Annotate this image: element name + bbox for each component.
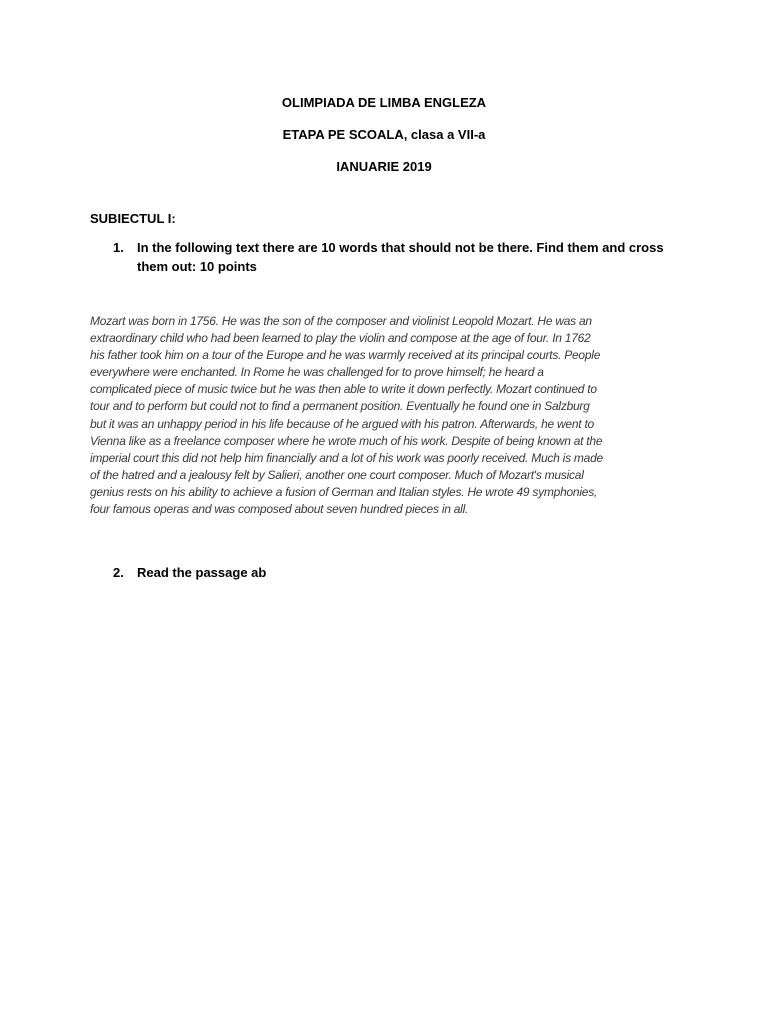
passage-line: Vienna like as a freelance composer where he wrote much of his work. Despite of being known at the	[90, 433, 603, 448]
passage-line: Mozart was born in 1756. He was the son of the composer and violinist Leopold Mozart. He was an	[90, 314, 592, 328]
question-1-text: In the following text there are 10 words that should not be there. Find them and cross them out: 10 points	[137, 240, 664, 274]
stage-grade-title: ETAPA PE SCOALA, clasa a VII-a	[282, 127, 486, 142]
passage-line: of the hatred and a jealousy felt by Salieri, another one court composer. Much of Mozart's musical	[90, 467, 584, 482]
passage-line: genius rests on his ability to achieve a fusion of German and Italian styles. He wrote 49 symphonies,	[90, 484, 598, 499]
date-title: IANUARIE 2019	[336, 159, 432, 174]
passage-line: his father took him on a tour of the Europe and he was warmly received at its principal courts. People	[90, 348, 601, 363]
passage-line: tour and to perform but could not to find a permanent position. Eventually he found one in Salzburg	[90, 399, 590, 414]
passage-line: complicated piece of music twice but he was then able to write it down perfectly. Mozart continued to	[90, 382, 597, 397]
question-2-number: 2.	[113, 565, 124, 580]
passage-line: everywhere were enchanted. In Rome he was challenged for to prove himself; he heard a	[90, 365, 544, 380]
olympiad-title: OLIMPIADA DE LIMBA ENGLEZA	[281, 95, 487, 110]
subject-heading: SUBIECTUL I:	[90, 211, 176, 226]
mozart-passage	[90, 313, 690, 518]
question-1-number: 1.	[113, 240, 124, 255]
passage-line: imperial court this did not help him financially and a lot of his work was poorly received. Much is made	[90, 450, 603, 465]
passage-line: extraordinary child who had been learned to play the violin and compose at the age of four. In 1762	[90, 331, 591, 346]
passage-line: but it was an unhappy period in his life because of he argued with his patron. Afterwards, he went to	[90, 416, 594, 431]
question-2-text: Read the passage ab	[137, 565, 267, 580]
passage-line: four famous operas and was composed about seven hundred pieces in all.	[90, 502, 469, 517]
